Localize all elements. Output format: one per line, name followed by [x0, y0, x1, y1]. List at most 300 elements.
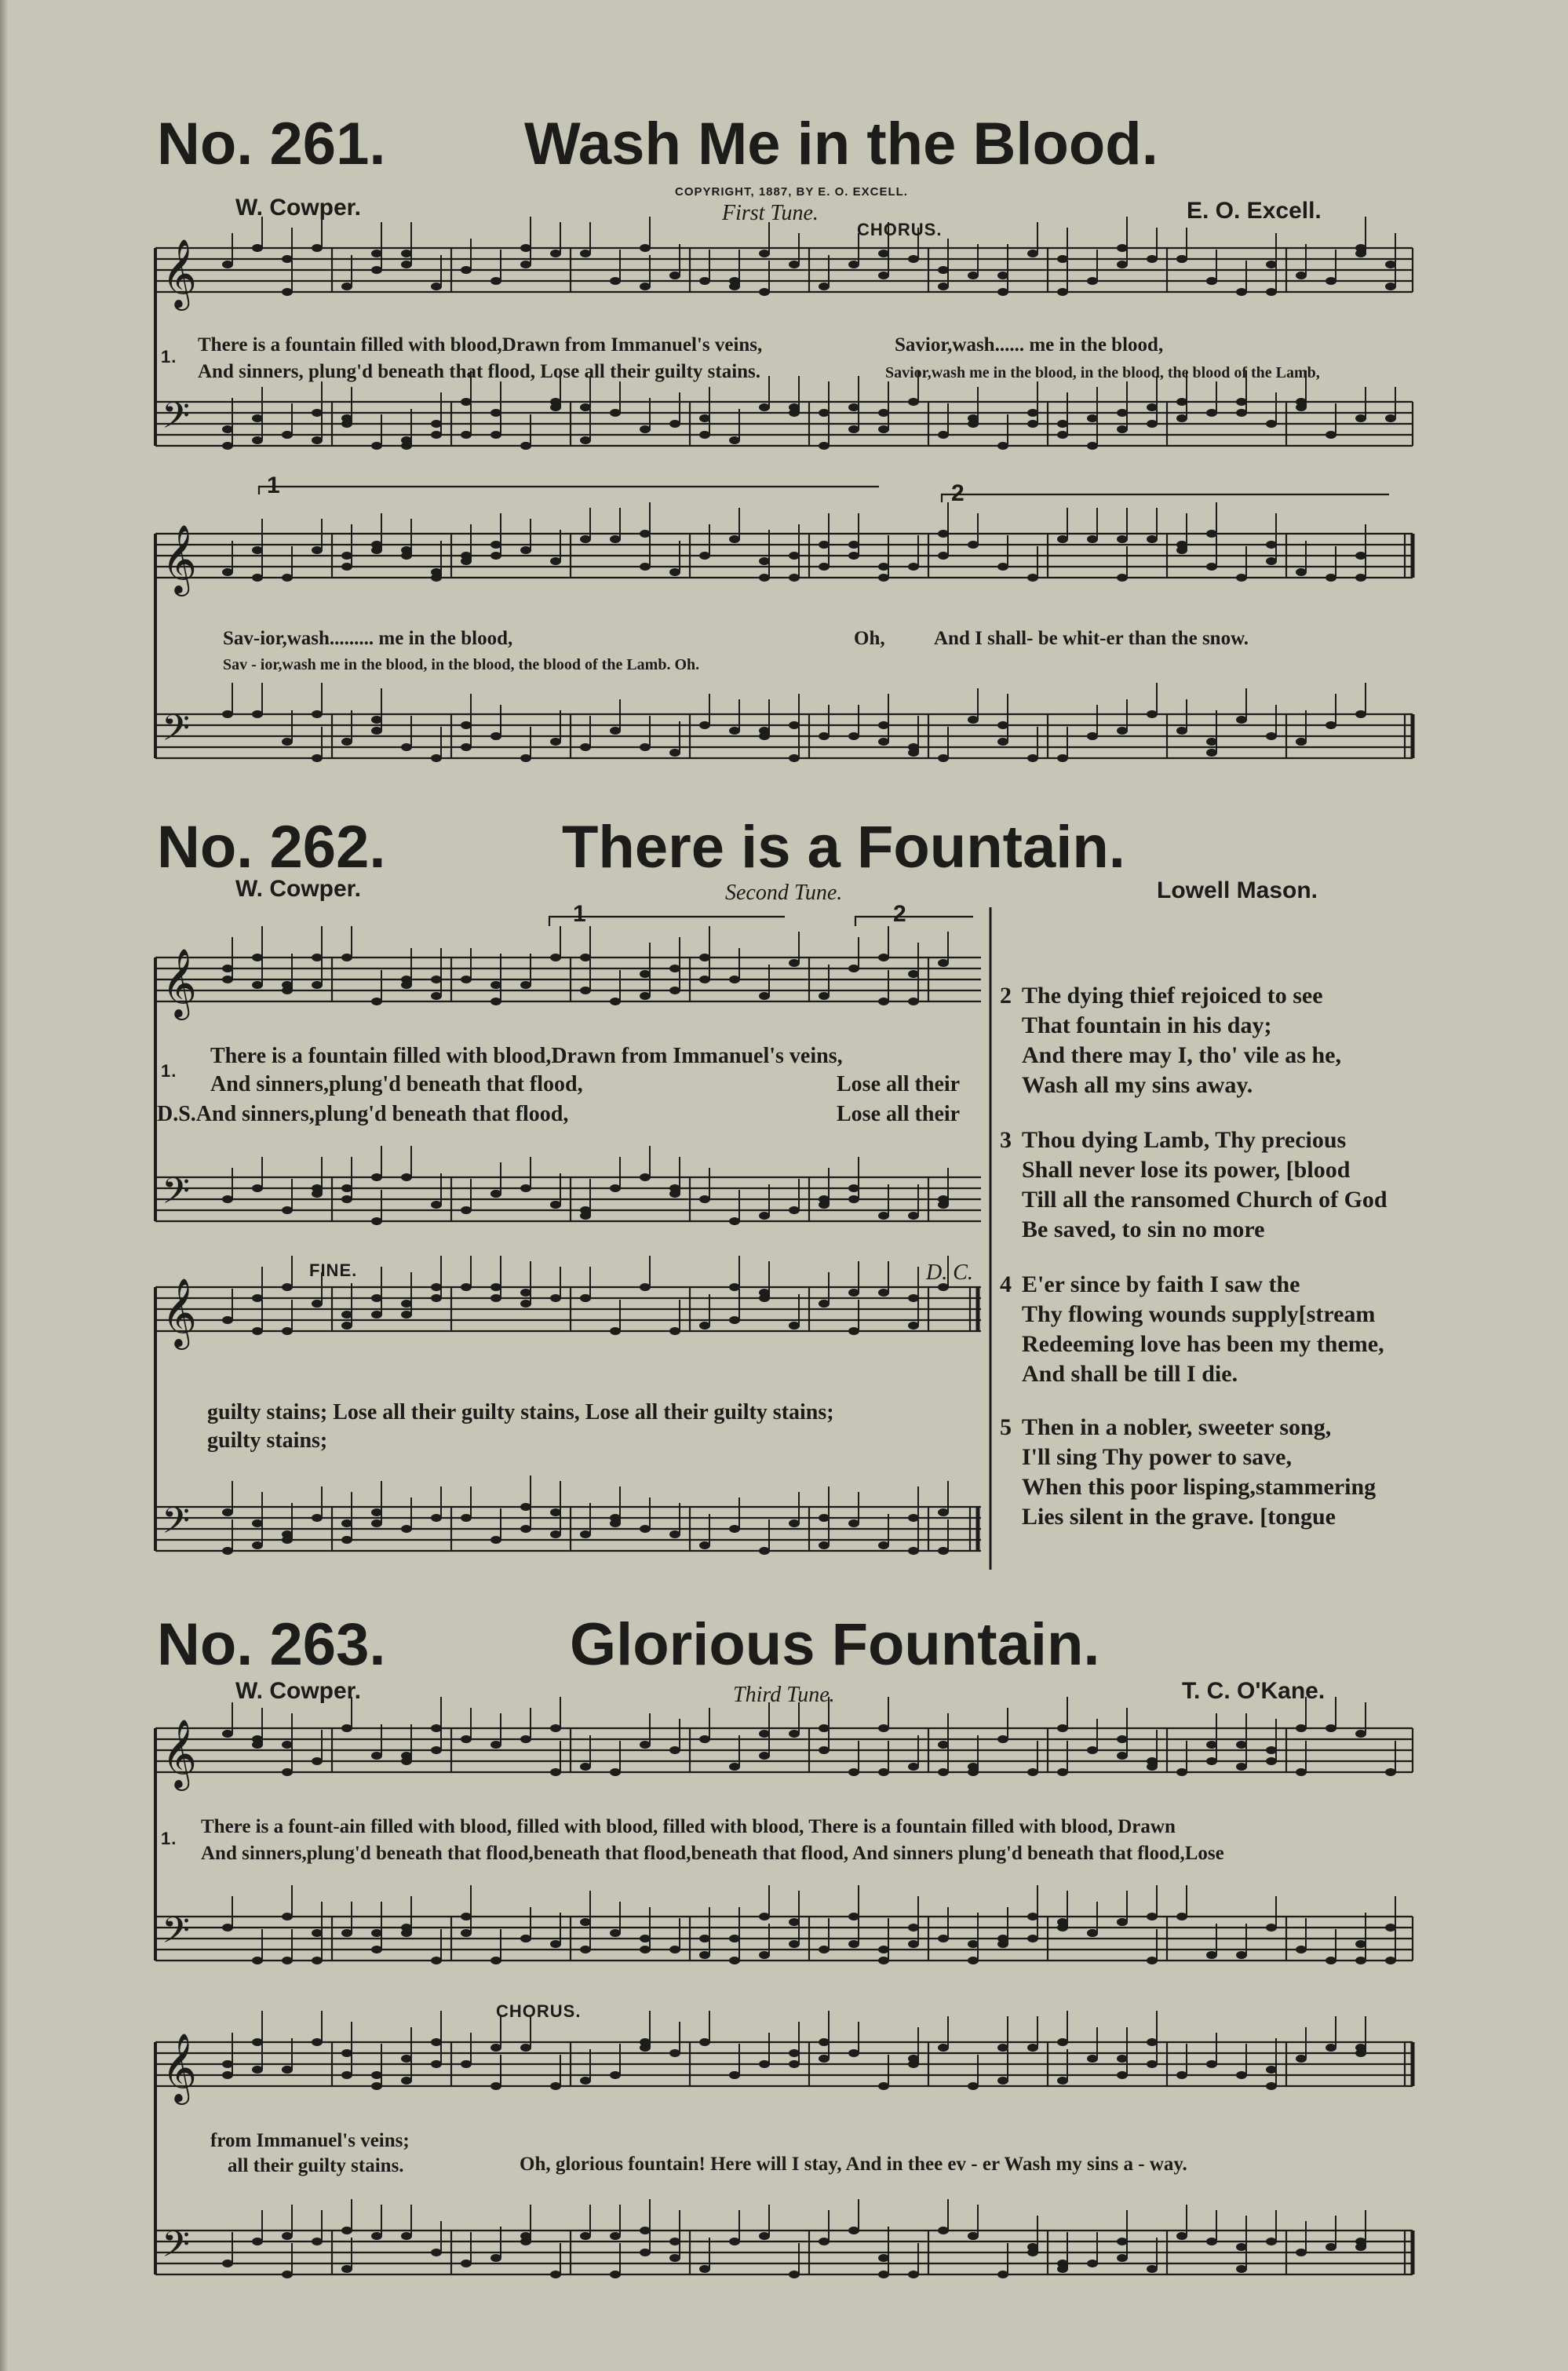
- note-head: [938, 1741, 949, 1749]
- verse-block-5: [1000, 1413, 1376, 1532]
- note-head: [252, 2238, 263, 2245]
- note-head: [908, 2060, 919, 2068]
- note-head: [371, 727, 382, 735]
- note-head: [401, 1757, 412, 1765]
- note-head: [461, 431, 472, 439]
- note-head: [1266, 1924, 1277, 1931]
- note-head: [759, 1294, 770, 1302]
- verse-num: 4: [1000, 1271, 1012, 1297]
- note-head: [610, 1327, 621, 1335]
- clef-glyph: 𝄞: [162, 2032, 197, 2102]
- note-head: [1087, 535, 1098, 543]
- note-head: [729, 2238, 740, 2245]
- note-head: [550, 1768, 561, 1776]
- note-head: [640, 1283, 651, 1291]
- note-head: [759, 250, 770, 257]
- note-head: [222, 568, 233, 576]
- note-head: [669, 987, 680, 994]
- note-head: [819, 563, 830, 571]
- note-head: [580, 1294, 591, 1302]
- note-head: [550, 954, 561, 961]
- note-head: [1296, 1946, 1307, 1953]
- note-head: [759, 2232, 770, 2240]
- clef-glyph: 𝄞: [162, 947, 197, 1017]
- note-head: [222, 1195, 233, 1203]
- words-by: W. Cowper.: [235, 1678, 362, 1704]
- note-head: [490, 552, 501, 560]
- note-head: [848, 541, 859, 549]
- note-head: [431, 1283, 442, 1291]
- note-head: [520, 244, 531, 252]
- note-head: [1087, 277, 1098, 285]
- note-head: [1117, 1735, 1128, 1743]
- note-head: [580, 1212, 591, 1220]
- note-head: [1087, 1929, 1098, 1937]
- note-head: [520, 2044, 531, 2052]
- note-head: [371, 1294, 382, 1302]
- lyrics-line: Savior,wash me in the blood, in the blood, the blood of the Lamb,: [885, 364, 1320, 381]
- note-head: [461, 976, 472, 983]
- note-head: [997, 721, 1008, 729]
- note-head: [1385, 1957, 1396, 1964]
- note-head: [461, 721, 472, 729]
- note-head: [938, 2227, 949, 2234]
- note-head: [968, 1957, 979, 1964]
- lyrics-line: And sinners,plung'd beneath that flood,: [210, 1072, 583, 1096]
- note-head: [640, 1173, 651, 1181]
- note-head: [1057, 754, 1068, 762]
- note-head: [1355, 1730, 1366, 1738]
- note-head: [640, 283, 651, 290]
- note-head: [1087, 2055, 1098, 2063]
- note-head: [490, 1190, 501, 1198]
- lyrics-line: Lose all their: [837, 1102, 961, 1126]
- note-head: [878, 250, 889, 257]
- verse-number: 1.: [161, 1829, 177, 1848]
- note-head: [1326, 574, 1336, 582]
- note-head: [640, 743, 651, 751]
- lyrics-line: Savior,wash...... me in the blood,: [895, 334, 1164, 356]
- note-head: [222, 1924, 233, 1931]
- note-head: [312, 1300, 323, 1308]
- note-head: [789, 409, 800, 417]
- note-head: [1206, 2238, 1217, 2245]
- note-head: [431, 2060, 442, 2068]
- note-head: [580, 403, 591, 411]
- note-head: [908, 1763, 919, 1771]
- note-head: [371, 1217, 382, 1225]
- note-head: [1355, 1940, 1366, 1948]
- verse-line: Thy flowing wounds supply[stream: [1022, 1301, 1376, 1327]
- note-head: [610, 1519, 621, 1527]
- note-head: [282, 2232, 293, 2240]
- note-head: [371, 716, 382, 724]
- note-head: [938, 431, 949, 439]
- note-head: [371, 1929, 382, 1937]
- note-head: [371, 266, 382, 274]
- note-head: [938, 2044, 949, 2052]
- note-head: [1326, 2044, 1336, 2052]
- note-head: [461, 1913, 472, 1921]
- tune-label: Second Tune.: [725, 881, 843, 905]
- note-head: [222, 965, 233, 972]
- note-head: [997, 2044, 1008, 2052]
- verse-line: Till all the ransomed Church of God: [1022, 1187, 1387, 1213]
- note-head: [1057, 1924, 1068, 1931]
- note-head: [908, 1212, 919, 1220]
- note-head: [431, 1201, 442, 1209]
- note-head: [371, 442, 382, 450]
- note-head: [1206, 2060, 1217, 2068]
- note-head: [938, 283, 949, 290]
- note-head: [1176, 2232, 1187, 2240]
- note-head: [640, 1525, 651, 1533]
- note-head: [401, 442, 412, 450]
- note-head: [490, 998, 501, 1005]
- note-head: [401, 546, 412, 554]
- note-head: [610, 535, 621, 543]
- note-head: [490, 409, 501, 417]
- note-head: [1326, 277, 1336, 285]
- note-head: [968, 2232, 979, 2240]
- note-head: [699, 1951, 710, 1959]
- note-head: [968, 420, 979, 428]
- note-head: [878, 2082, 889, 2090]
- note-head: [1206, 1757, 1217, 1765]
- note-head: [938, 266, 949, 274]
- note-head: [819, 1514, 830, 1522]
- note-head: [819, 1946, 830, 1953]
- note-head: [908, 998, 919, 1005]
- note-head: [341, 1536, 352, 1544]
- note-head: [1236, 398, 1247, 406]
- note-head: [490, 2044, 501, 2052]
- note-head: [759, 1730, 770, 1738]
- note-head: [1117, 574, 1128, 582]
- note-head: [550, 557, 561, 565]
- lyrics-line: There is a fountain filled with blood,Drawn from Immanuel's veins,: [210, 1044, 843, 1068]
- note-head: [431, 431, 442, 439]
- note-head: [729, 1283, 740, 1291]
- note-head: [997, 442, 1008, 450]
- note-head: [1206, 749, 1217, 757]
- note-head: [1176, 414, 1187, 422]
- note-head: [789, 1918, 800, 1926]
- clef-glyph: 𝄞: [162, 523, 197, 593]
- staff-bass-261-b: [155, 714, 1413, 758]
- note-head: [1147, 255, 1158, 263]
- note-head: [401, 981, 412, 989]
- note-head: [640, 970, 651, 978]
- note-head: [968, 1768, 979, 1776]
- note-head: [997, 2077, 1008, 2085]
- lyrics-line: And sinners, plung'd beneath that flood, Lose all their guilty stains.: [198, 361, 761, 382]
- note-head: [699, 277, 710, 285]
- note-head: [610, 1768, 621, 1776]
- note-head: [1266, 541, 1277, 549]
- note-head: [997, 288, 1008, 296]
- note-head: [1117, 535, 1128, 543]
- note-head: [1326, 2243, 1336, 2251]
- note-head: [997, 563, 1008, 571]
- clef-glyph: 𝄢: [162, 1170, 191, 1221]
- note-head: [669, 1184, 680, 1192]
- note-head: [1385, 1768, 1396, 1776]
- note-head: [848, 1327, 859, 1335]
- note-head: [1027, 1913, 1038, 1921]
- note-head: [312, 1184, 323, 1192]
- lyrics-line: And I shall- be whit-er than the snow.: [934, 628, 1249, 649]
- note-head: [252, 710, 263, 718]
- note-head: [341, 2071, 352, 2079]
- note-head: [431, 1724, 442, 1732]
- note-head: [640, 992, 651, 1000]
- note-head: [1206, 409, 1217, 417]
- note-head: [729, 2071, 740, 2079]
- note-head: [669, 1327, 680, 1335]
- note-head: [1236, 1951, 1247, 1959]
- note-head: [282, 2271, 293, 2278]
- note-head: [222, 1316, 233, 1324]
- note-head: [640, 563, 651, 571]
- note-head: [282, 2066, 293, 2074]
- note-head: [550, 250, 561, 257]
- note-head: [520, 754, 531, 762]
- note-head: [878, 563, 889, 571]
- note-head: [819, 1746, 830, 1754]
- note-head: [1147, 2038, 1158, 2046]
- note-head: [640, 1946, 651, 1953]
- note-head: [312, 2238, 323, 2245]
- note-head: [1057, 2077, 1068, 2085]
- clef-glyph: 𝄞: [162, 238, 197, 308]
- note-head: [908, 255, 919, 263]
- note-head: [729, 283, 740, 290]
- note-head: [252, 2038, 263, 2046]
- note-head: [1057, 2265, 1068, 2273]
- note-head: [669, 1530, 680, 1538]
- note-head: [1266, 2082, 1277, 2090]
- note-head: [520, 1525, 531, 1533]
- note-head: [252, 574, 263, 582]
- note-head: [222, 2071, 233, 2079]
- note-head: [431, 1294, 442, 1302]
- staff-treble-263-b: [155, 2042, 1413, 2086]
- note-head: [1057, 535, 1068, 543]
- note-head: [789, 574, 800, 582]
- note-head: [1206, 1741, 1217, 1749]
- note-head: [699, 1935, 710, 1942]
- note-head: [1117, 2071, 1128, 2079]
- note-head: [878, 425, 889, 433]
- note-head: [789, 1322, 800, 1330]
- note-head: [1117, 244, 1128, 252]
- note-head: [222, 425, 233, 433]
- note-head: [371, 1311, 382, 1319]
- fine-label: FINE.: [309, 1260, 358, 1280]
- note-head: [550, 1940, 561, 1948]
- note-head: [789, 721, 800, 729]
- note-head: [1176, 2071, 1187, 2079]
- note-head: [401, 2232, 412, 2240]
- note-head: [1296, 2249, 1307, 2256]
- note-head: [401, 261, 412, 268]
- lyrics-line: all their guilty stains.: [228, 2155, 404, 2176]
- staff-treble-262-a: [155, 958, 981, 1001]
- note-head: [1147, 420, 1158, 428]
- note-head: [401, 2077, 412, 2085]
- note-head: [968, 272, 979, 279]
- note-head: [341, 2265, 352, 2273]
- note-head: [759, 574, 770, 582]
- note-head: [848, 1195, 859, 1203]
- note-head: [669, 749, 680, 757]
- lyrics-line: from Immanuel's veins;: [210, 2130, 410, 2151]
- verse-line: E'er since by faith I saw the: [1022, 1271, 1300, 1297]
- note-head: [1057, 2038, 1068, 2046]
- note-head: [461, 2060, 472, 2068]
- note-head: [371, 1508, 382, 1516]
- staff-bass-262-b: [155, 1507, 981, 1551]
- note-head: [550, 398, 561, 406]
- note-head: [848, 2049, 859, 2057]
- note-head: [341, 2049, 352, 2057]
- note-head: [938, 1935, 949, 1942]
- note-head: [878, 1289, 889, 1297]
- note-head: [669, 1946, 680, 1953]
- note-head: [819, 442, 830, 450]
- note-head: [938, 1547, 949, 1555]
- note-head: [1326, 431, 1336, 439]
- note-head: [848, 1184, 859, 1192]
- note-head: [1266, 420, 1277, 428]
- note-head: [640, 530, 651, 538]
- note-head: [520, 1184, 531, 1192]
- note-head: [1147, 403, 1158, 411]
- note-head: [1355, 2238, 1366, 2245]
- note-head: [222, 1547, 233, 1555]
- note-head: [789, 552, 800, 560]
- note-head: [401, 250, 412, 257]
- note-head: [759, 557, 770, 565]
- note-head: [699, 431, 710, 439]
- music-by: E. O. Excell.: [1187, 198, 1322, 224]
- note-head: [699, 414, 710, 422]
- note-head: [819, 2038, 830, 2046]
- note-head: [1087, 1746, 1098, 1754]
- note-head: [1057, 1768, 1068, 1776]
- note-head: [490, 1536, 501, 1544]
- note-head: [819, 992, 830, 1000]
- note-head: [908, 743, 919, 751]
- note-head: [282, 1327, 293, 1335]
- note-head: [490, 1957, 501, 1964]
- note-head: [550, 1201, 561, 1209]
- note-head: [759, 1913, 770, 1921]
- note-head: [520, 1289, 531, 1297]
- note-head: [580, 2232, 591, 2240]
- note-head: [640, 425, 651, 433]
- note-head: [520, 1503, 531, 1511]
- note-head: [878, 409, 889, 417]
- note-head: [1236, 2071, 1247, 2079]
- note-head: [341, 420, 352, 428]
- staff-bass-263-a: [155, 1917, 1413, 1961]
- note-head: [371, 2082, 382, 2090]
- note-head: [341, 2227, 352, 2234]
- note-head: [938, 552, 949, 560]
- note-head: [729, 1763, 740, 1771]
- note-head: [908, 563, 919, 571]
- note-head: [550, 1724, 561, 1732]
- note-head: [1027, 754, 1038, 762]
- lyrics-line: Sav-ior,wash......... me in the blood,: [223, 628, 513, 649]
- note-head: [848, 552, 859, 560]
- note-head: [252, 1294, 263, 1302]
- note-head: [1176, 1913, 1187, 1921]
- note-head: [580, 1918, 591, 1926]
- note-head: [1236, 2243, 1247, 2251]
- note-head: [1385, 414, 1396, 422]
- note-head: [1057, 255, 1068, 263]
- note-head: [341, 1929, 352, 1937]
- note-head: [610, 1929, 621, 1937]
- note-head: [580, 250, 591, 257]
- clef-glyph: 𝄢: [162, 2223, 191, 2274]
- note-head: [490, 431, 501, 439]
- note-head: [848, 1913, 859, 1921]
- note-head: [729, 1957, 740, 1964]
- note-head: [520, 261, 531, 268]
- note-head: [1147, 535, 1158, 543]
- note-head: [490, 2082, 501, 2090]
- note-head: [1355, 244, 1366, 252]
- note-head: [669, 420, 680, 428]
- note-head: [759, 1752, 770, 1760]
- note-head: [1027, 2243, 1038, 2251]
- note-head: [1236, 1763, 1247, 1771]
- verse-line: That fountain in his day;: [1022, 1012, 1272, 1038]
- note-head: [968, 2082, 979, 2090]
- tune-label: First Tune.: [722, 201, 819, 225]
- note-head: [312, 244, 323, 252]
- note-head: [550, 1530, 561, 1538]
- note-head: [789, 1940, 800, 1948]
- note-head: [1147, 1957, 1158, 1964]
- note-head: [848, 1289, 859, 1297]
- note-head: [1176, 1768, 1187, 1776]
- note-head: [222, 976, 233, 983]
- lyrics-line: Lose all their: [837, 1072, 961, 1096]
- note-head: [997, 1735, 1008, 1743]
- note-head: [312, 2038, 323, 2046]
- note-head: [252, 546, 263, 554]
- note-head: [461, 266, 472, 274]
- note-head: [252, 954, 263, 961]
- note-head: [1117, 261, 1128, 268]
- tune-label: Third Tune.: [733, 1683, 835, 1707]
- note-head: [222, 1508, 233, 1516]
- note-head: [461, 2260, 472, 2267]
- note-head: [1296, 1724, 1307, 1732]
- note-head: [282, 738, 293, 746]
- lyrics-line: There is a fount-ain filled with blood, filled with blood, filled with blood, There is a fountain filled with blood, Drawn: [201, 1816, 1176, 1837]
- clef-glyph: 𝄞: [162, 1718, 197, 1788]
- staff-treble-263-a: [155, 1728, 1413, 1772]
- note-head: [1057, 420, 1068, 428]
- note-head: [908, 1547, 919, 1555]
- note-head: [848, 425, 859, 433]
